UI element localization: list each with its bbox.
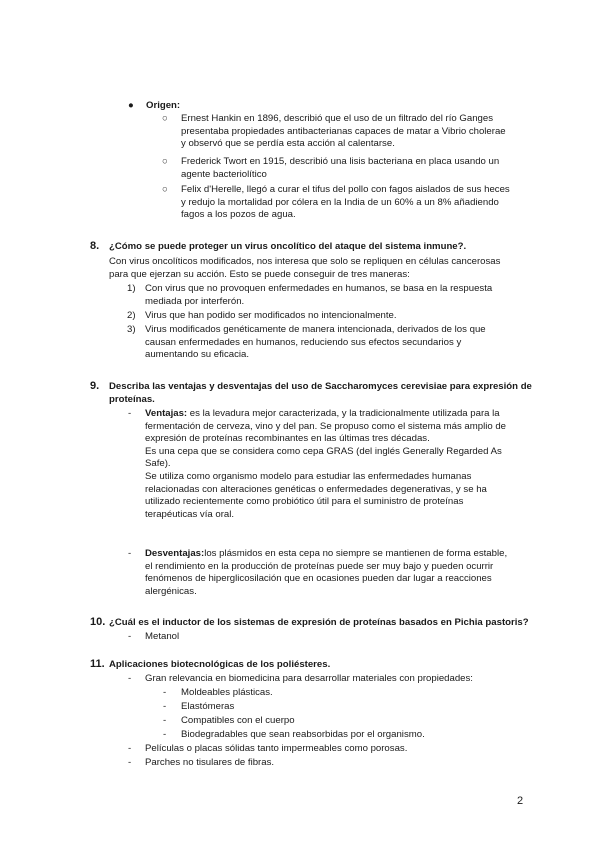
text-line: utilizado recientemente como probiótico útil para el suministro de proteínas — [145, 496, 464, 508]
text-line: alergénicas. — [145, 585, 197, 597]
question-11-subitem: Elastómeras — [181, 701, 235, 712]
question-9-title — [109, 381, 549, 406]
question-11-subitem: Compatibles con el cuerpo — [181, 715, 295, 726]
question-8-item-2 — [145, 310, 545, 323]
text-line: Virus que han podido ser modificados no intencionalmente. — [145, 310, 397, 321]
text-line: aumentando su eficacia. — [145, 349, 249, 361]
text-line: Frederick Twort en 1915, describió una lisis bacteriana en placa usando un — [181, 156, 500, 167]
text-line: Ernest Hankin en 1896, describió que el uso de un filtrado del río Ganges — [181, 113, 493, 124]
circle-bullet: ○ — [162, 184, 168, 195]
dash-marker: - — [163, 729, 167, 740]
question-8-item-1 — [145, 283, 545, 308]
bullet-marker: ● — [128, 100, 134, 111]
origen-label: Origen: — [146, 100, 181, 111]
origen-item-1 — [181, 113, 561, 151]
question-10-answer: Metanol — [145, 631, 180, 642]
question-8-intro — [109, 256, 549, 281]
text-line: los plásmidos en esta cepa no siempre se mantienen de forma estable, — [204, 548, 508, 559]
question-number: 10. — [90, 616, 106, 628]
question-number: 11. — [90, 658, 105, 670]
text-line: es la levadura mejor caracterizada, y la tradicionalmente utilizada para la — [187, 408, 500, 419]
text-line: y redujo la mortalidad por cólera en la India de un 60% a un 8% añadiendo — [181, 196, 499, 208]
origen-item-2 — [181, 156, 561, 181]
list-marker: 2) — [127, 310, 136, 321]
text-line: Con virus que no provoquen enfermedades en humanos, se basa en la respuesta — [145, 283, 493, 294]
text-line: Describa las ventajas y desventajas del uso de Saccharomyces cerevisiae para expresión de — [109, 381, 532, 392]
question-11-item-1: Gran relevancia en biomedicina para desarrollar materiales con propiedades: — [145, 673, 473, 684]
dash-marker: - — [128, 757, 132, 768]
text-line: fagos a los pozos de agua. — [181, 209, 296, 221]
text-line — [145, 408, 545, 421]
ventajas-block — [145, 408, 545, 521]
dash-marker: - — [163, 687, 167, 698]
dash-marker: - — [128, 548, 132, 559]
dash-marker: - — [128, 631, 132, 642]
page-number: 2 — [517, 795, 524, 807]
question-10-title: ¿Cuál es el inductor de los sistemas de expresión de proteínas basados en Pichia pastoris? — [109, 617, 529, 628]
text-line: presentaba propiedades antibacterianas capaces de matar a Vibrio cholerae — [181, 125, 506, 137]
circle-bullet: ○ — [162, 156, 168, 167]
text-line: mediada por interferón. — [145, 295, 245, 307]
question-number: 8. — [90, 240, 100, 252]
question-number: 9. — [90, 380, 100, 392]
text-line: Safe). — [145, 458, 171, 470]
list-marker: 1) — [127, 283, 136, 294]
text-line: proteínas. — [109, 393, 155, 405]
text-line: causan enfermedades en humanos, reduciendo sus efectos secundarios y — [145, 336, 462, 348]
text-line: Es una cepa que se considera como cepa GRAS (del inglés Generally Regarded As — [145, 445, 502, 457]
ventajas-label: Ventajas: — [145, 408, 188, 419]
text-line — [145, 548, 545, 561]
question-11-item-3: Parches no tisulares de fibras. — [145, 757, 275, 768]
text-line: agente bacteriolítico — [181, 168, 267, 180]
dash-marker: - — [128, 408, 132, 419]
question-8-item-3 — [145, 324, 545, 362]
desventajas-block — [145, 548, 545, 598]
dash-marker: - — [163, 715, 167, 726]
text-line: terapéuticas vía oral. — [145, 508, 235, 520]
text-line: el rendimiento en la producción de proteínas puede ser muy bajo y pueden ocurrir — [145, 560, 494, 572]
list-marker: 3) — [127, 324, 136, 335]
origen-item-3 — [181, 184, 561, 222]
desventajas-label: Desventajas: — [145, 548, 205, 559]
text-line: para que ejerzan su acción. Esto se puede conseguir de tres maneras: — [109, 268, 410, 280]
text-line: expresión de proteínas recombinantes en las últimas tres décadas. — [145, 433, 430, 445]
dash-marker: - — [128, 673, 132, 684]
text-line: Virus modificados genéticamente de manera intencionada, derivados de los que — [145, 324, 486, 335]
question-11-item-2: Películas o placas sólidas tanto impermeables como porosas. — [145, 743, 408, 754]
text-line: relacionadas con alteraciones genéticas o enfermedades degenerativas, y se ha — [145, 483, 487, 495]
circle-bullet: ○ — [162, 113, 168, 124]
question-11-subitem: Biodegradables que sean reabsorbidas por el organismo. — [181, 729, 425, 740]
dash-marker: - — [128, 743, 132, 754]
dash-marker: - — [163, 701, 167, 712]
question-8-title: ¿Cómo se puede proteger un virus oncolítico del ataque del sistema inmune?. — [109, 241, 467, 252]
question-11-title: Aplicaciones biotecnológicas de los poliésteres. — [109, 659, 331, 670]
text-line: Con virus oncolíticos modificados, nos interesa que solo se repliquen en células cancerosas — [109, 256, 501, 267]
text-line: y observó que se perdía esta acción al calentarse. — [181, 138, 395, 150]
text-line: Se utiliza como organismo modelo para estudiar las enfermedades humanas — [145, 470, 472, 482]
text-line: fenómenos de hiperglicosilación que en ocasiones pueden dar lugar a reacciones — [145, 573, 492, 585]
text-line: Felix d'Herelle, llegó a curar el tifus del pollo con fagos aislados de sus heces — [181, 184, 510, 195]
question-11-subitem: Moldeables plásticas. — [181, 687, 273, 698]
text-line: fermentación de cerveza, vino y del pan. Se propuso como el sistema más amplio de — [145, 420, 507, 432]
